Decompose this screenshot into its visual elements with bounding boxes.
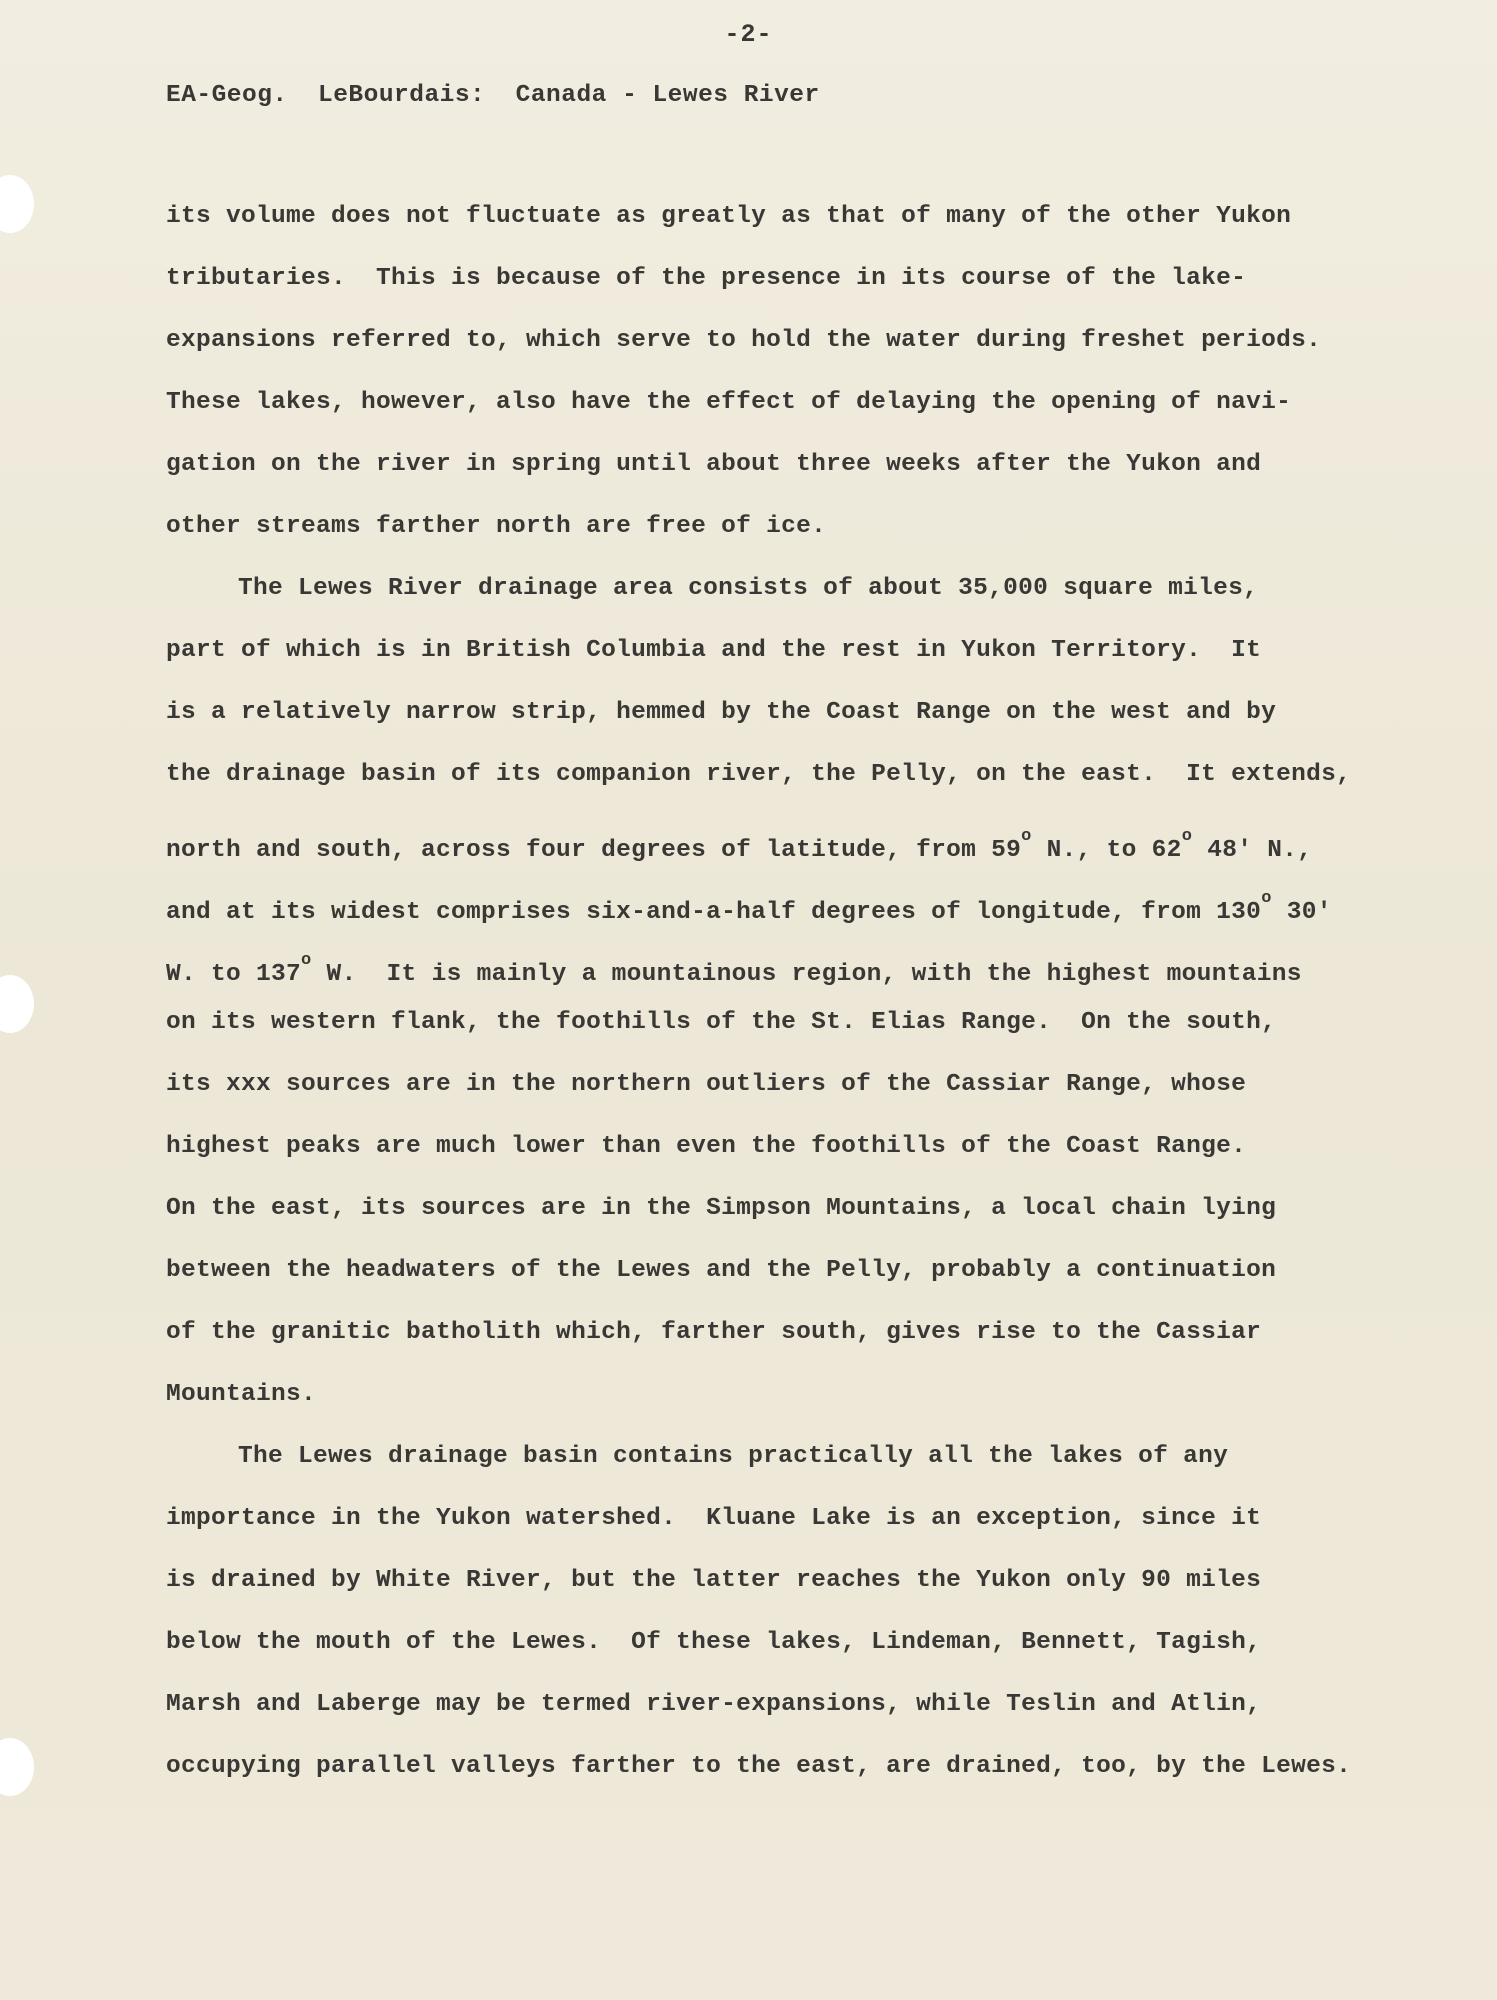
text-line: gation on the river in spring until about three weeks after the Yukon and (166, 451, 1262, 478)
punch-hole (0, 975, 34, 1033)
text-line: The Lewes River drainage area consists of about 35,000 square miles, (238, 575, 1259, 602)
text-line: expansions referred to, which serve to hold the water during freshet periods. (166, 327, 1322, 354)
text-line: between the headwaters of the Lewes and the Pelly, probably a continuation (166, 1257, 1277, 1284)
text-line: and at its widest comprises six-and-a-half degrees of longitude, from 130$^o$ 30' (166, 889, 1332, 926)
text-line: importance in the Yukon watershed. Kluane Lake is an exception, since it (166, 1505, 1262, 1532)
text-line: Marsh and Laberge may be termed river-expansions, while Teslin and Atlin, (166, 1691, 1262, 1718)
page-number: -2- (724, 20, 773, 49)
text-line: occupying parallel valleys farther to the east, are drained, too, by the Lewes. (166, 1753, 1352, 1780)
text-line: other streams farther north are free of ice. (166, 513, 827, 540)
text-line: north and south, across four degrees of latitude, from 59$^o$ N., to 62$^o$ 48' N., (166, 827, 1313, 864)
text-line: On the east, its sources are in the Simpson Mountains, a local chain lying (166, 1195, 1277, 1222)
text-line: Mountains. (166, 1381, 317, 1408)
text-line: is a relatively narrow strip, hemmed by the Coast Range on the west and by (166, 699, 1277, 726)
text-line: W. to 137$^o$ W. It is mainly a mountainous region, with the highest mountains (166, 951, 1302, 988)
text-line: its xxx sources are in the northern outliers of the Cassiar Range, whose (166, 1071, 1247, 1098)
text-line: its volume does not fluctuate as greatly as that of many of the other Yukon (166, 203, 1292, 230)
text-line: highest peaks are much lower than even the foothills of the Coast Range. (166, 1133, 1247, 1160)
text-line: on its western flank, the foothills of the St. Elias Range. On the south, (166, 1009, 1277, 1036)
text-line: These lakes, however, also have the effect of delaying the opening of navi- (166, 389, 1292, 416)
text-line: the drainage basin of its companion river, the Pelly, on the east. It extends, (166, 761, 1352, 788)
body-text (166, 200, 1386, 1812)
text-line: The Lewes drainage basin contains practically all the lakes of any (238, 1443, 1229, 1470)
text-line: below the mouth of the Lewes. Of these lakes, Lindeman, Bennett, Tagish, (166, 1629, 1262, 1656)
text-line: tributaries. This is because of the presence in its course of the lake- (166, 265, 1247, 292)
text-line: part of which is in British Columbia and the rest in Yukon Territory. It (166, 637, 1262, 664)
punch-hole (0, 1738, 34, 1796)
punch-hole (0, 175, 34, 233)
text-line: of the granitic batholith which, farther south, gives rise to the Cassiar (166, 1319, 1262, 1346)
text-line: is drained by White River, but the latter reaches the Yukon only 90 miles (166, 1567, 1262, 1594)
document-header: EA-Geog. LeBourdais: Canada - Lewes River (166, 82, 820, 109)
